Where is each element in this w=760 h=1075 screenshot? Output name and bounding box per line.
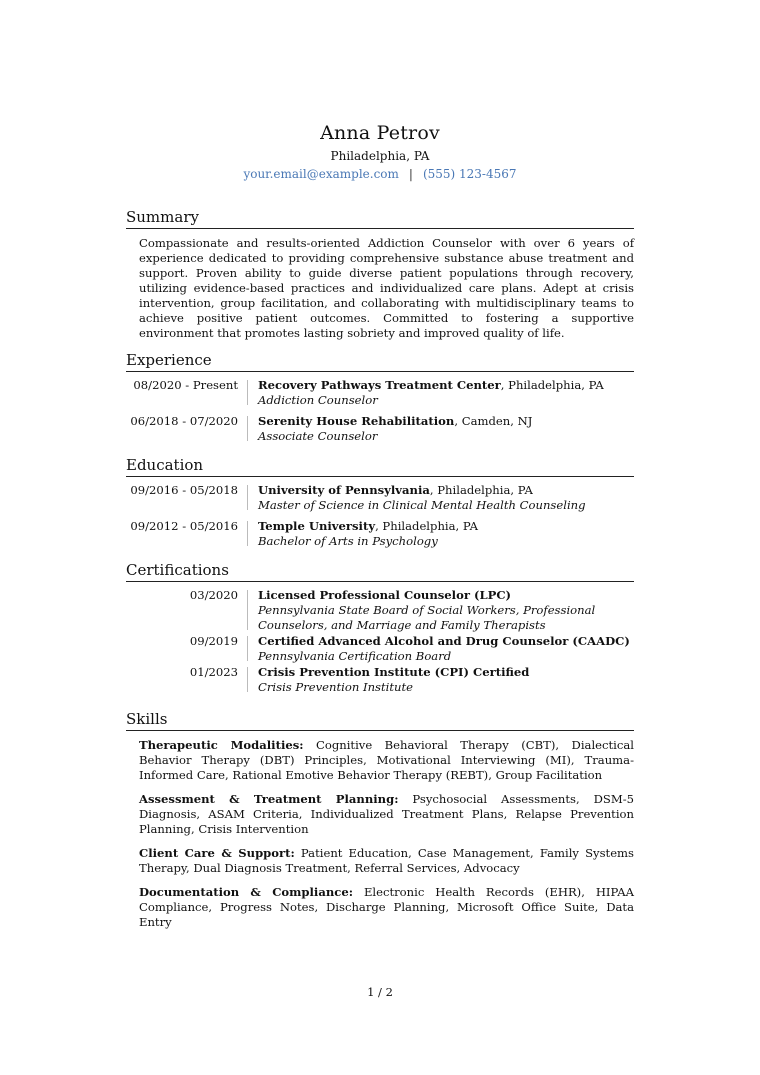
phone-link[interactable]: (555) 123-4567 xyxy=(422,167,517,181)
skill-group xyxy=(139,738,634,783)
entry-organization: Serenity House Rehabilitation xyxy=(258,414,455,428)
certifications-section xyxy=(126,561,634,695)
entry-date: 08/2020 - Present xyxy=(133,378,238,392)
entry-place: , Philadelphia, PA xyxy=(375,519,479,533)
education-entry xyxy=(126,483,634,513)
certification-entry xyxy=(126,665,634,695)
section-title-summary: Summary xyxy=(126,208,634,229)
skill-group xyxy=(139,846,634,876)
entry-date: 09/2016 - 05/2018 xyxy=(130,483,238,497)
candidate-location: Philadelphia, PA xyxy=(330,149,430,163)
summary-section xyxy=(126,208,634,341)
candidate-name: Anna Petrov xyxy=(320,122,440,144)
entry-body xyxy=(248,634,634,664)
entry-body xyxy=(248,665,634,695)
skill-label: Client Care & Support: xyxy=(139,846,295,860)
entry-body xyxy=(248,483,634,513)
entry-role: Addiction Counselor xyxy=(258,393,378,407)
page-number: 1 / 2 xyxy=(367,985,393,999)
entry-degree: Master of Science in Clinical Mental Health Counseling xyxy=(258,498,586,512)
entry-date: 09/2012 - 05/2016 xyxy=(130,519,238,533)
skill-group xyxy=(139,885,634,930)
skill-text: Psychosocial Assessments, DSM-5 Diagnosis, ASAM Criteria, Individualized Treatment Plans, Relapse Prevention Planning, Crisis Intervention xyxy=(139,792,634,836)
entry-date: 01/2023 xyxy=(189,665,238,679)
summary-text: Compassionate and results-oriented Addiction Counselor with over 6 years of experience dedicated to providing comprehensive substance abuse treatment and support. Proven ability to guide diverse patient populations through recovery, utilizing evidence-based practices and individualized care plans. Adept at crisis intervention, group facilitation, and collaborating with multidisciplinary teams to achieve positive patient outcomes. Committed to fostering a supportive environment that promotes lasting sobriety and improved quality of life. xyxy=(139,236,634,340)
skills-section xyxy=(126,710,634,939)
education-section xyxy=(126,456,634,549)
skills-list xyxy=(139,738,634,930)
certification-name: Crisis Prevention Institute (CPI) Certified xyxy=(258,665,530,679)
section-title-education: Education xyxy=(126,456,634,477)
certification-name: Certified Advanced Alcohol and Drug Counselor (CAADC) xyxy=(258,634,630,648)
entry-organization: Recovery Pathways Treatment Center xyxy=(258,378,501,392)
skill-label: Documentation & Compliance: xyxy=(139,885,353,899)
section-title-skills: Skills xyxy=(126,710,634,731)
contact-line xyxy=(0,167,760,181)
education-entry xyxy=(126,519,634,549)
skill-text: Patient Education, Case Management, Family Systems Therapy, Dual Diagnosis Treatment, Referral Services, Advocacy xyxy=(139,846,634,875)
certification-issuer: Pennsylvania State Board of Social Workers, Professional Counselors, and Marriage and Family Therapists xyxy=(258,603,596,632)
entry-body xyxy=(248,414,634,444)
entry-organization: University of Pennsylvania xyxy=(258,483,430,497)
email-link[interactable]: your.email@example.com xyxy=(243,167,399,181)
skill-text: Cognitive Behavioral Therapy (CBT), Dialectical Behavior Therapy (DBT) Principles, Motivational Interviewing (MI), Trauma-Informed Care, Rational Emotive Behavior Therapy (REBT), Group Facilitation xyxy=(139,738,634,782)
section-title-experience: Experience xyxy=(126,351,634,372)
entry-body xyxy=(248,588,634,633)
certification-entry xyxy=(126,634,634,664)
experience-section xyxy=(126,351,634,444)
certification-issuer: Pennsylvania Certification Board xyxy=(258,649,452,663)
entry-date: 09/2019 xyxy=(189,634,238,648)
entry-role: Associate Counselor xyxy=(258,429,378,443)
skill-label: Therapeutic Modalities: xyxy=(139,738,304,752)
skill-group xyxy=(139,792,634,837)
entry-body xyxy=(248,519,634,549)
certification-entry xyxy=(126,588,634,633)
entry-body xyxy=(248,378,634,408)
entry-degree: Bachelor of Arts in Psychology xyxy=(258,534,438,548)
section-title-certifications: Certifications xyxy=(126,561,634,582)
certification-issuer: Crisis Prevention Institute xyxy=(258,680,414,694)
entry-organization: Temple University xyxy=(258,519,376,533)
entry-place: , Philadelphia, PA xyxy=(429,483,533,497)
contact-separator: | xyxy=(408,167,413,181)
experience-entry xyxy=(126,414,634,444)
skill-label: Assessment & Treatment Planning: xyxy=(139,792,399,806)
certification-name: Licensed Professional Counselor (LPC) xyxy=(258,588,512,602)
entry-place: , Camden, NJ xyxy=(454,414,533,428)
entry-date: 06/2018 - 07/2020 xyxy=(130,414,238,428)
entry-date: 03/2020 xyxy=(189,588,238,602)
experience-entry xyxy=(126,378,634,408)
skill-text: Electronic Health Records (EHR), HIPAA Compliance, Progress Notes, Discharge Planning, Microsoft Office Suite, Data Entry xyxy=(139,885,634,929)
entry-place: , Philadelphia, PA xyxy=(500,378,604,392)
